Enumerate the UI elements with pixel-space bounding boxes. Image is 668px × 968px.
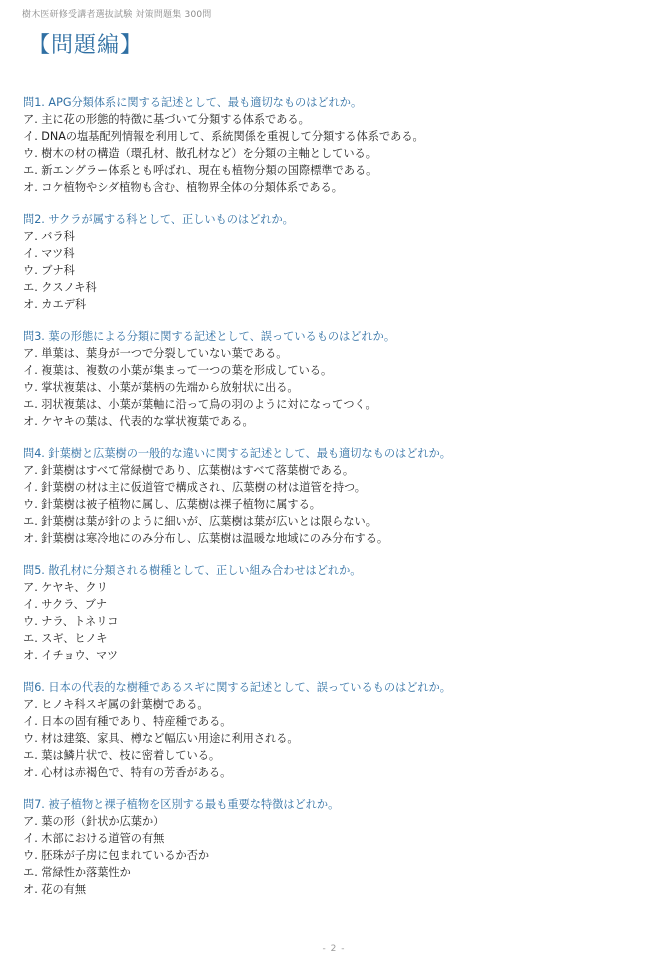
option-u: ウ. ナラ、トネリコ <box>23 615 119 628</box>
option-e: エ. スギ、ヒノキ <box>23 632 108 645</box>
option-u: ウ. 掌状複葉は、小葉が葉柄の先端から放射状に出る。 <box>23 381 299 394</box>
option-i: イ. 針葉樹の材は主に仮道管で構成され、広葉樹の材は道管を持つ。 <box>23 481 366 494</box>
option-i: イ. サクラ、ブナ <box>23 598 108 611</box>
option-o: オ. 針葉樹は寒冷地にのみ分布し、広葉樹は温暖な地域にのみ分布する。 <box>23 532 389 545</box>
question-text: 問5. 散孔材に分類される樹種として、正しい組み合わせはどれか。 <box>23 564 362 577</box>
question-text: 問4. 針葉樹と広葉樹の一般的な違いに関する記述として、最も適切なものはどれか。 <box>23 447 451 460</box>
option-e: エ. 葉は鱗片状で、枝に密着している。 <box>23 749 221 762</box>
option-u: ウ. 樹木の材の構造（環孔材、散孔材など）を分類の主軸としている。 <box>23 147 377 160</box>
question-text: 問2. サクラが属する科として、正しいものはどれか。 <box>23 213 294 226</box>
question-7 <box>23 796 653 898</box>
option-a: ア. 主に花の形態的特徴に基づいて分類する体系である。 <box>23 113 310 126</box>
option-e: エ. 新エングラー体系とも呼ばれ、現在も植物分類の国際標準である。 <box>23 164 378 177</box>
option-e: エ. 針葉樹は葉が針のように細いが、広葉樹は葉が広いとは限らない。 <box>23 515 377 528</box>
option-e: エ. 羽状複葉は、小葉が葉軸に沿って鳥の羽のように対になってつく。 <box>23 398 377 411</box>
question-text: 問1. APG分類体系に関する記述として、最も適切なものはどれか。 <box>23 96 363 109</box>
question-5 <box>23 562 653 664</box>
option-u: ウ. ブナ科 <box>23 264 75 277</box>
option-o: オ. イチョウ、マツ <box>23 649 119 662</box>
option-i: イ. 木部における道管の有無 <box>23 832 165 845</box>
option-o: オ. 花の有無 <box>23 883 87 896</box>
question-3 <box>23 328 653 430</box>
option-a: ア. バラ科 <box>23 230 75 243</box>
running-header: 樹木医研修受講者選抜試験 対策問題集 300問 <box>22 10 212 20</box>
question-6 <box>23 679 653 781</box>
option-o: オ. コケ植物やシダ植物も含む、植物界全体の分類体系である。 <box>23 181 343 194</box>
option-a: ア. 単葉は、葉身が一つで分裂していない葉である。 <box>23 347 288 360</box>
question-1 <box>23 94 653 196</box>
option-a: ア. ヒノキ科スギ属の針葉樹である。 <box>23 698 209 711</box>
section-title: 【問題編】 <box>28 33 144 58</box>
option-i: イ. DNAの塩基配列情報を利用して、系統関係を重視して分類する体系である。 <box>23 130 424 143</box>
question-2 <box>23 211 653 313</box>
option-e: エ. クスノキ科 <box>23 281 97 294</box>
option-a: ア. 針葉樹はすべて常緑樹であり、広葉樹はすべて落葉樹である。 <box>23 464 355 477</box>
option-a: ア. ケヤキ、クリ <box>23 581 108 594</box>
option-o: オ. 心材は赤褐色で、特有の芳香がある。 <box>23 766 232 779</box>
option-e: エ. 常緑性か落葉性か <box>23 866 131 879</box>
option-i: イ. 日本の固有種であり、特産種である。 <box>23 715 232 728</box>
page-number: - 2 - <box>322 944 346 954</box>
option-a: ア. 葉の形（針状か広葉か） <box>23 815 165 828</box>
question-4 <box>23 445 653 547</box>
option-u: ウ. 胚珠が子房に包まれているか否か <box>23 849 210 862</box>
option-i: イ. マツ科 <box>23 247 75 260</box>
option-i: イ. 複葉は、複数の小葉が集まって一つの葉を形成している。 <box>23 364 333 377</box>
option-u: ウ. 材は建築、家具、樽など幅広い用途に利用される。 <box>23 732 299 745</box>
question-text: 問3. 葉の形態による分類に関する記述として、誤っているものはどれか。 <box>23 330 396 343</box>
question-list <box>23 94 653 913</box>
option-o: オ. カエデ科 <box>23 298 87 311</box>
question-text: 問7. 被子植物と裸子植物を区別する最も重要な特徴はどれか。 <box>23 798 340 811</box>
option-u: ウ. 針葉樹は被子植物に属し、広葉樹は裸子植物に属する。 <box>23 498 321 511</box>
question-text: 問6. 日本の代表的な樹種であるスギに関する記述として、誤っているものはどれか。 <box>23 681 451 694</box>
option-o: オ. ケヤキの葉は、代表的な掌状複葉である。 <box>23 415 254 428</box>
